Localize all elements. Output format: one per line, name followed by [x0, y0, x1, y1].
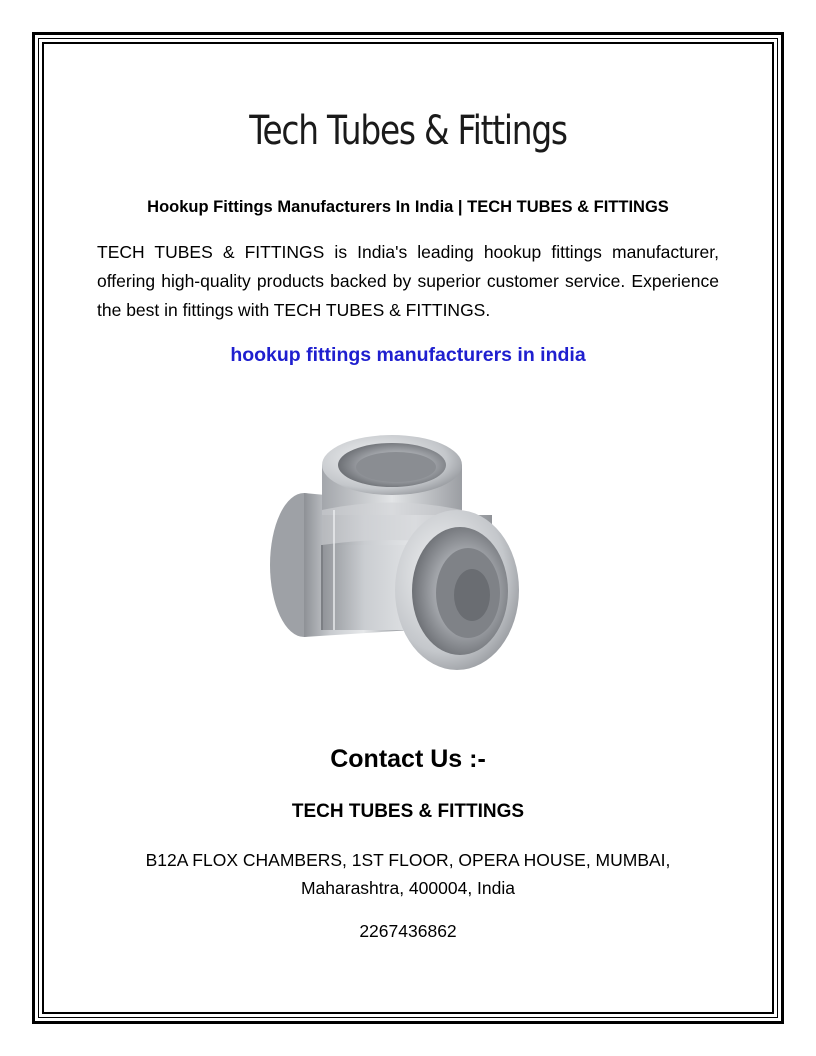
product-image: [262, 425, 552, 675]
contact-heading: Contact Us :-: [330, 745, 486, 773]
hookup-fittings-link[interactable]: hookup fittings manufacturers in india: [230, 344, 586, 366]
phone-number: 2267436862: [359, 921, 457, 941]
company-name: TECH TUBES & FITTINGS: [291, 801, 525, 822]
body-paragraph: TECH TUBES & FITTINGS is India's leading hookup fittings manufacturer, offering high-quality products backed by superior customer service. Experience the best in fittings with TECH TUBES & FITTINGS.: [97, 242, 719, 320]
pipe-tee-fitting-icon: [262, 425, 552, 675]
address-line-2: Maharashtra, 400004, India: [300, 878, 516, 898]
document-subtitle: Hookup Fittings Manufacturers In India | TECH TUBES & FITTINGS: [147, 198, 669, 216]
company-address: [0, 846, 816, 902]
page-title: Tech Tubes & Fittings: [249, 108, 567, 154]
address-line-1: B12A FLOX CHAMBERS, 1ST FLOOR, OPERA HOUSE, MUMBAI,: [145, 850, 671, 870]
